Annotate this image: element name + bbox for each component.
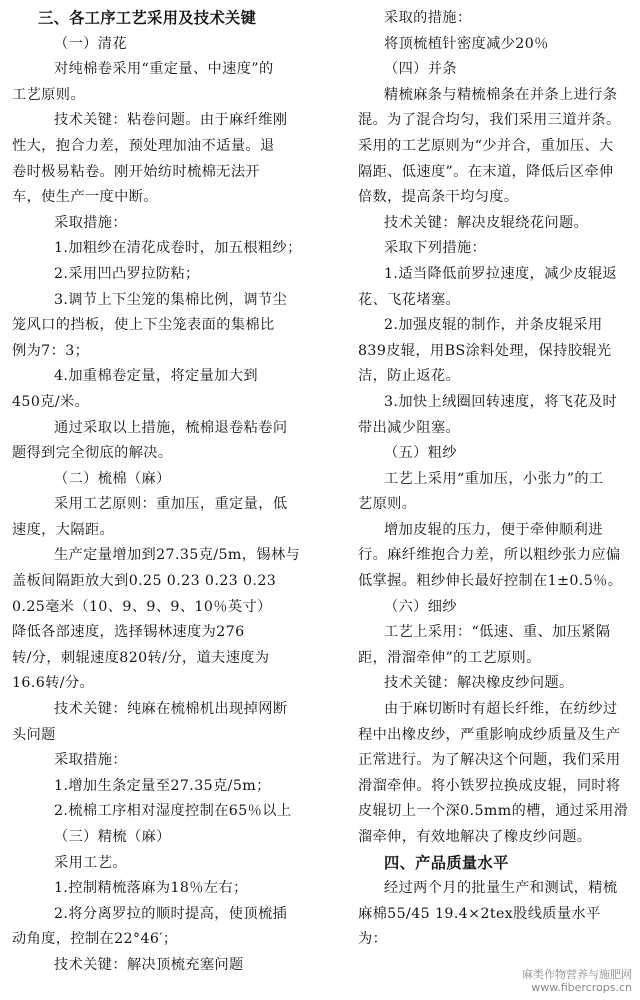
text-line: 技术关键：纯麻在梳棉机出现掉网断 — [54, 701, 288, 718]
text-line: 0.25毫米（10、9、9、9、10％英寸） — [12, 598, 272, 615]
text-line: 倍数，提高条干均匀度。 — [358, 189, 519, 206]
text-line: 车，使生产一度中断。 — [12, 189, 158, 206]
text-line: 技术关键：粘卷问题。由于麻纤维刚 — [54, 112, 288, 129]
text-line: （一）清花 — [54, 35, 127, 52]
text-line: （四）并条 — [384, 61, 457, 78]
text-line: 采取的措施： — [384, 10, 472, 26]
text-line: （五）粗纱 — [384, 445, 457, 462]
text-line: 笼风口的挡板，使上下尘笼表面的集棉比 — [12, 317, 275, 334]
text-line: 2.将分离罗拉的顺时提高，使顶梳插 — [54, 905, 288, 922]
text-line: 3.调节上下尘笼的集棉比例，调节尘 — [54, 291, 288, 308]
text-line: 1.增加生条定量至27.35克/5m； — [54, 777, 271, 794]
text-line: 采取下列措施： — [384, 240, 487, 257]
text-line: 增加皮辊的压力，便于牵伸顺利进 — [384, 521, 603, 538]
text-line: （二）梳棉（麻） — [54, 470, 171, 487]
text-line: 题得到完全彻底的解决。 — [12, 445, 173, 462]
text-line: 3.加快上绒圈回转速度，将飞花及时 — [384, 393, 618, 410]
text-line: 盖板间隔距放大到0.25 0.23 0.23 0.23 — [12, 573, 277, 590]
text-line: 2.采用凹凸罗拉防粘； — [54, 265, 200, 282]
text-line: 四、产品质量水平 — [384, 853, 509, 872]
text-line: 程中出橡皮纱，严重影响成纱质量及生产 — [358, 726, 621, 743]
text-line: 采取措施： — [54, 752, 127, 769]
text-line: 采用的工艺原则为“少并合，重加压、大 — [358, 137, 614, 154]
text-line: 经过两个月的批量生产和测试，精梳 — [384, 880, 618, 897]
text-line: 生产定量增加到27.35克/5m，锡林与 — [54, 547, 301, 564]
text-line: 4.加重棉卷定量，将定量加大到 — [54, 368, 258, 385]
text-line: （三）精梳（麻） — [54, 829, 171, 845]
text-line: 皮辊切上一个深0.5mm的槽，通过采用滑 — [358, 803, 629, 820]
text-line: 839皮辊，用BS涂料处理，保持胶辊光 — [358, 342, 612, 359]
text-line: 450克/米。 — [12, 393, 90, 410]
left-column — [12, 6, 342, 979]
text-line: 滑溜牵伸。将小铁罗拉换成皮辊，同时将 — [358, 777, 621, 794]
text-line: 洁，防止返花。 — [358, 368, 461, 385]
text-line: 卷时极易粘卷。刚开始纺时梳棉无法开 — [12, 163, 260, 180]
text-line: 动角度，控制在22°46′； — [12, 931, 178, 948]
text-line: 对纯棉卷采用“重定量、中速度”的 — [54, 61, 274, 78]
text-line: 将顶梳植针密度减少20％ — [384, 35, 549, 52]
text-line: 正常进行。为了解决这个问题，我们采用 — [358, 752, 621, 769]
watermark-line-1: 麻类作物营养与施肥网 — [522, 968, 632, 981]
text-line: 低掌握。粗纱伸长最好控制在1±0.5％。 — [358, 573, 623, 590]
text-line: 速度，大隔距。 — [12, 521, 115, 538]
watermark-line-2: www.fibercrops.cn — [531, 981, 632, 994]
text-line: 艺原则。 — [358, 496, 417, 513]
text-line: 2.梳棉工序相对湿度控制在65％以上 — [54, 803, 292, 820]
text-line: 2.加强皮辊的制作，并条皮辊采用 — [384, 317, 603, 334]
text-line: 行。麻纤维抱合力差，所以粗纱张力应偏 — [358, 547, 621, 564]
text-line: 距，滑溜牵伸”的工艺原则。 — [358, 649, 541, 666]
text-line: 1.加粗纱在清花成卷时，加五根粗纱； — [54, 240, 302, 257]
text-line: 工艺上采用：“低速、重、加压紧隔 — [384, 624, 611, 641]
text-line: 技术关键：解决顶梳充塞问题 — [54, 956, 244, 973]
text-line: 工艺上采用“重加压，小张力”的工 — [384, 470, 604, 487]
text-line: 技术关键：解决橡皮纱问题。 — [384, 675, 574, 692]
text-line: 例为7：3； — [12, 342, 90, 359]
text-line: 头问题 — [12, 726, 56, 743]
text-line: 降低各部速度，选择锡林速度为276 — [12, 624, 245, 641]
text-line: 采用工艺。 — [54, 854, 127, 871]
text-line: 转/分，刺辊速度820转/分，道夫速度为 — [12, 649, 270, 666]
text-line: 技术关键：解决皮辊绕花问题。 — [384, 214, 589, 231]
text-line: 1.适当降低前罗拉速度，减少皮辊返 — [384, 265, 618, 282]
text-line: （六）细纱 — [384, 598, 457, 615]
text-line: 采用工艺原则：重加压，重定量，低 — [54, 496, 288, 513]
text-line: 由于麻切断时有超长纤维，在纺纱过 — [384, 701, 618, 718]
text-line: 采取措施： — [54, 214, 127, 231]
text-line: 三、各工序工艺采用及技术关键 — [38, 9, 257, 27]
text-line: 16.6转/分。 — [12, 675, 95, 692]
site-watermark — [522, 968, 632, 994]
text-line: 隔距、低速度”。在末道，降低后区牵伸 — [358, 163, 614, 180]
text-line: 性大，抱合力差，预处理加油不适量。退 — [12, 137, 275, 154]
text-line: 花、飞花堵塞。 — [358, 291, 461, 308]
text-line: 1.控制精梳落麻为18％左右； — [54, 880, 248, 897]
text-line: 通过采取以上措施，梳棉退卷粘卷问 — [54, 419, 288, 436]
text-line: 精梳麻条与精梳棉条在并条上进行条 — [384, 86, 618, 103]
text-line: 溜牵伸，有效地解决了橡皮纱问题。 — [358, 829, 592, 845]
text-line: 带出减少阻塞。 — [358, 419, 461, 436]
text-line: 工艺原则。 — [12, 86, 85, 103]
text-line: 麻棉55/45 19.4×2tex股线质量水平 — [358, 905, 601, 922]
right-column — [358, 6, 630, 953]
text-line: 为： — [358, 931, 388, 948]
text-line: 混。为了混合均匀，我们采用三道并条。 — [358, 112, 621, 129]
